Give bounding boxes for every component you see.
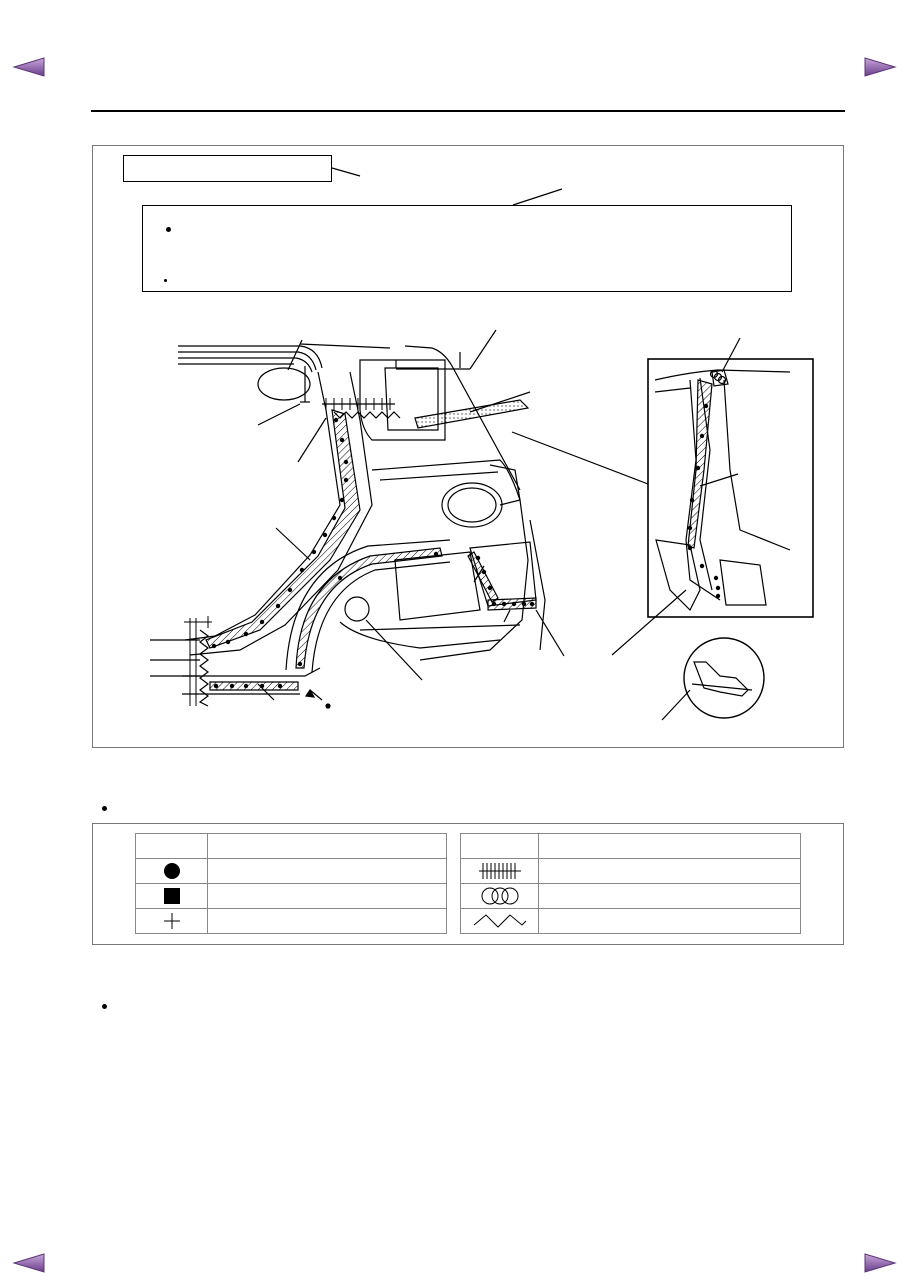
table-row: [461, 834, 801, 859]
section-bullet: [102, 1004, 107, 1009]
legend-header-description: [539, 834, 801, 859]
legend-description: [208, 859, 447, 884]
right-triangle-arrow-icon: [863, 1252, 897, 1274]
legend-description: [539, 909, 801, 934]
legend-description: [208, 884, 447, 909]
legend-header-symbol: [461, 834, 539, 859]
legend-description: [208, 909, 447, 934]
table-row: [136, 859, 447, 884]
left-triangle-arrow-icon: [12, 1252, 46, 1274]
triple-circles-icon: [477, 886, 523, 906]
prev-page-button-bottom[interactable]: [12, 1252, 46, 1274]
table-row: [136, 884, 447, 909]
legend-header-symbol: [136, 834, 208, 859]
filled-square-icon: [163, 887, 181, 905]
legend-description: [539, 859, 801, 884]
plus-cross-icon: [163, 912, 181, 930]
filled-circle-icon: [163, 862, 181, 880]
legend-table-right: [460, 833, 801, 934]
table-row: [136, 834, 447, 859]
legend-table-left: [135, 833, 447, 934]
legend-bullet: [102, 806, 107, 811]
hatched-ticks-icon: [477, 861, 523, 881]
table-row: [461, 909, 801, 934]
legend-description: [539, 884, 801, 909]
next-page-button-bottom[interactable]: [863, 1252, 897, 1274]
zigzag-line-icon: [472, 911, 528, 931]
legend-header-description: [208, 834, 447, 859]
table-row: [136, 909, 447, 934]
table-row: [461, 859, 801, 884]
table-row: [461, 884, 801, 909]
